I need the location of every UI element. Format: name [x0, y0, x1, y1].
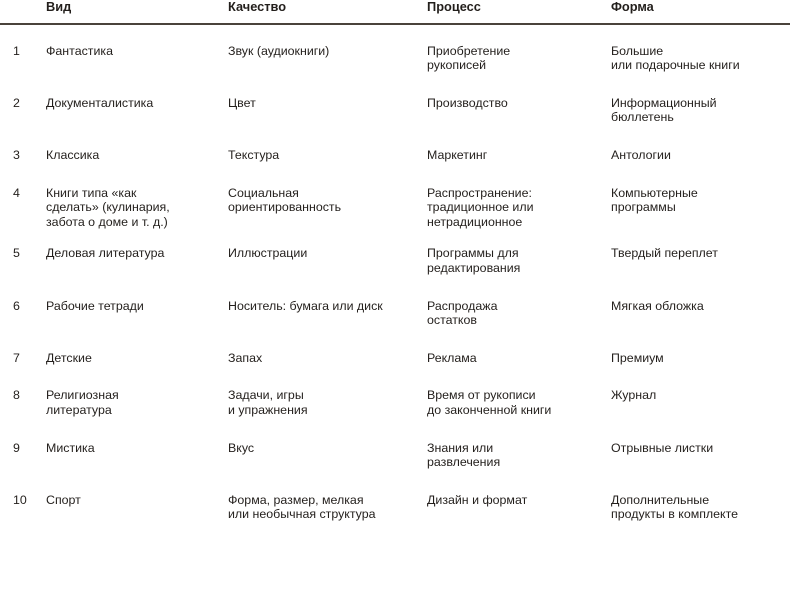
- cell-text-line: Приобретение: [427, 43, 511, 58]
- cell-text-line: Классика: [46, 147, 100, 162]
- cell-protsess: [427, 186, 611, 247]
- cell-text-line: Цвет: [228, 95, 256, 110]
- cell-text-line: Звук (аудиокниги): [228, 43, 330, 58]
- cell-vid: [46, 441, 228, 493]
- cell-text-line: продукты в комплекте: [611, 507, 739, 522]
- header-gap-spacer: [0, 24, 790, 44]
- cell-text-line: Распространение:: [427, 185, 532, 200]
- cell-forma: [611, 493, 790, 545]
- cell-text-line: Социальная: [228, 185, 299, 200]
- cell-text-line: Дизайн и формат: [427, 492, 528, 507]
- cell-text-line: Запах: [228, 350, 263, 365]
- row-number: 4: [13, 185, 20, 200]
- cell-text-line: или необычная структура: [228, 507, 376, 522]
- cell-vid: [46, 299, 228, 351]
- cell-protsess: [427, 96, 611, 148]
- cell-protsess: [427, 246, 611, 298]
- row-number: 5: [13, 246, 20, 261]
- cell-forma: [611, 96, 790, 148]
- cell-text-line: Программы для: [427, 246, 519, 261]
- cell-kachestvo: [228, 96, 427, 148]
- row-number: 2: [13, 95, 20, 110]
- cell-kachestvo: [228, 246, 427, 298]
- cell-protsess: [427, 388, 611, 440]
- cell-forma: [611, 441, 790, 493]
- cell-text-line: Антологии: [611, 147, 671, 162]
- column-header-number: [0, 0, 46, 24]
- table-header-row: [0, 0, 790, 24]
- cell-vid: [46, 44, 228, 96]
- row-number: 1: [13, 43, 20, 58]
- cell-vid: [46, 351, 228, 389]
- cell-vid: [46, 246, 228, 298]
- cell-text-line: Твердый переплет: [611, 246, 718, 261]
- cell-text-line: Дополнительные: [611, 492, 710, 507]
- cell-text-line: нетрадиционное: [427, 214, 523, 229]
- cell-text-line: литература: [46, 402, 112, 417]
- cell-protsess: [427, 299, 611, 351]
- cell-text-line: Детские: [46, 350, 92, 365]
- cell-forma: [611, 44, 790, 96]
- cell-text-line: Рабочие тетради: [46, 298, 144, 313]
- table-row: [0, 96, 790, 148]
- column-header-forma: Форма: [611, 0, 790, 24]
- cell-kachestvo: [228, 299, 427, 351]
- cell-text-line: Информационный: [611, 95, 717, 110]
- cell-text-line: Мягкая обложка: [611, 298, 704, 313]
- cell-protsess: [427, 44, 611, 96]
- cell-kachestvo: [228, 44, 427, 96]
- cell-vid: [46, 493, 228, 545]
- cell-text-line: остатков: [427, 313, 477, 328]
- cell-text-line: Иллюстрации: [228, 246, 308, 261]
- cell-text-line: Форма, размер, мелкая: [228, 492, 364, 507]
- cell-text-line: Вкус: [228, 440, 255, 455]
- cell-text-line: и упражнения: [228, 402, 308, 417]
- cell-text-line: программы: [611, 200, 676, 215]
- table-row: [0, 148, 790, 186]
- cell-text-line: Религиозная: [46, 388, 119, 403]
- cell-text-line: Время от рукописи: [427, 388, 536, 403]
- cell-text-line: Производство: [427, 95, 508, 110]
- cell-text-line: Премиум: [611, 350, 664, 365]
- cell-text-line: Задачи, игры: [228, 388, 304, 403]
- row-number: 3: [13, 147, 20, 162]
- cell-vid: [46, 96, 228, 148]
- cell-text-line: Большие: [611, 43, 664, 58]
- cell-kachestvo: [228, 148, 427, 186]
- cell-kachestvo: [228, 493, 427, 545]
- cell-forma: [611, 351, 790, 389]
- cell-kachestvo: [228, 441, 427, 493]
- row-number: 10: [13, 492, 27, 507]
- row-number: 8: [13, 388, 20, 403]
- column-header-vid: Вид: [46, 0, 228, 24]
- cell-text-line: забота о доме и т. д.): [46, 214, 168, 229]
- cell-kachestvo: [228, 351, 427, 389]
- cell-text-line: редактирования: [427, 260, 521, 275]
- cell-kachestvo: [228, 186, 427, 247]
- cell-text-line: Деловая литература: [46, 246, 165, 261]
- cell-text-line: сделать» (кулинария,: [46, 200, 170, 215]
- cell-text-line: Реклама: [427, 350, 477, 365]
- table-body: [0, 24, 790, 545]
- table-row: [0, 351, 790, 389]
- table-row: [0, 246, 790, 298]
- cell-text-line: Мистика: [46, 440, 95, 455]
- cell-text-line: Документалистика: [46, 95, 154, 110]
- cell-text-line: бюллетень: [611, 110, 674, 125]
- cell-protsess: [427, 493, 611, 545]
- cell-text-line: Носитель: бумага или диск: [228, 298, 383, 313]
- row-number: 9: [13, 440, 20, 455]
- cell-text-line: Маркетинг: [427, 147, 488, 162]
- cell-protsess: [427, 148, 611, 186]
- cell-text-line: Книги типа «как: [46, 185, 137, 200]
- cell-vid: [46, 148, 228, 186]
- cell-text-line: Текстура: [228, 147, 280, 162]
- table-row: [0, 299, 790, 351]
- cell-forma: [611, 388, 790, 440]
- cell-kachestvo: [228, 388, 427, 440]
- cell-protsess: [427, 441, 611, 493]
- column-header-kachestvo: Качество: [228, 0, 427, 24]
- table-row: [0, 44, 790, 96]
- cell-text-line: ориентированность: [228, 200, 342, 215]
- table-row: [0, 441, 790, 493]
- cell-forma: [611, 148, 790, 186]
- table-row: [0, 186, 790, 247]
- cell-vid: [46, 388, 228, 440]
- cell-vid: [46, 186, 228, 247]
- cell-text-line: Отрывные листки: [611, 440, 714, 455]
- cell-text-line: Распродажа: [427, 298, 498, 313]
- column-header-protsess: Процесс: [427, 0, 611, 24]
- cell-protsess: [427, 351, 611, 389]
- cell-text-line: Журнал: [611, 388, 657, 403]
- table-row: [0, 493, 790, 545]
- table-header: [0, 0, 790, 24]
- cell-text-line: или подарочные книги: [611, 58, 740, 73]
- cell-text-line: традиционное или: [427, 200, 534, 215]
- cell-text-line: развлечения: [427, 455, 501, 470]
- cell-forma: [611, 186, 790, 247]
- cell-forma: [611, 299, 790, 351]
- cell-text-line: Компьютерные: [611, 185, 698, 200]
- row-number: 7: [13, 350, 20, 365]
- cell-text-line: Знания или: [427, 440, 494, 455]
- cell-text-line: Спорт: [46, 492, 81, 507]
- table-row: [0, 388, 790, 440]
- row-number: 6: [13, 298, 20, 313]
- cell-text-line: рукописей: [427, 58, 487, 73]
- cell-text-line: Фантастика: [46, 43, 113, 58]
- cell-text-line: до законченной книги: [427, 402, 552, 417]
- cell-forma: [611, 246, 790, 298]
